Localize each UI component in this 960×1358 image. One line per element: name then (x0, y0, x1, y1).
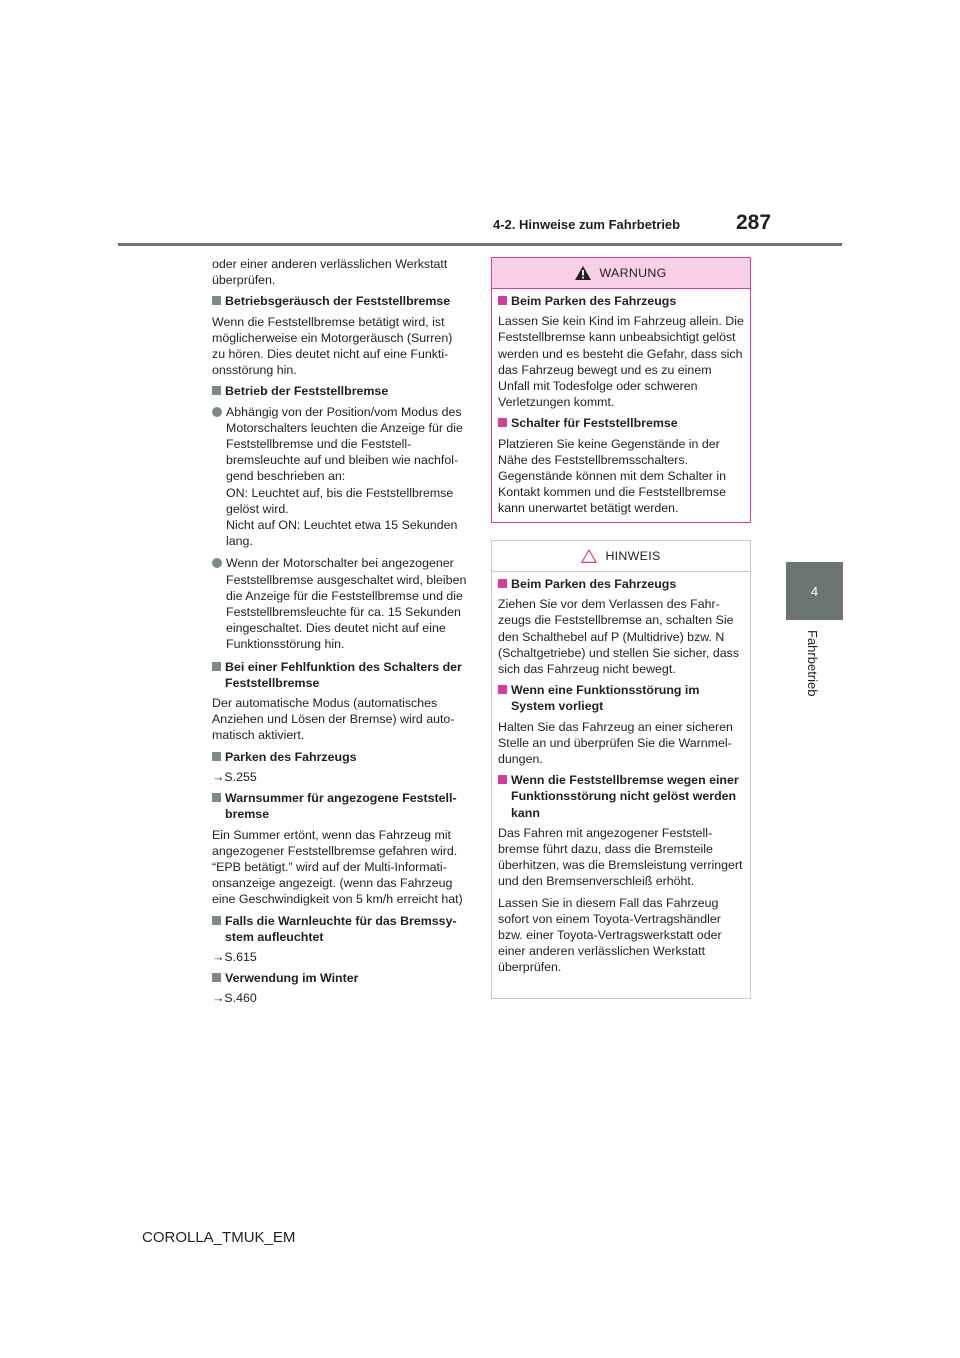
round-bullet-icon (212, 407, 222, 417)
notice-heading: Wenn die Feststellbremse wegen einer Funktionsstörung nicht gelöst werden kann (498, 772, 744, 821)
intro-text: oder einer anderen verlässlichen Werkstatt überprüfen. (212, 257, 448, 288)
round-bullet-icon (212, 558, 222, 568)
square-bullet-icon (498, 579, 507, 588)
list-item: Abhängig von der Position/vom Modus des Motorschalters leuchten die Anzeige für die Feststellbremse und die Feststellbremsleuchte auf und bleiben wie nachfolgend beschrieben an: ON: Leuchtet auf, bis die Feststellbremse gelöst wird. Nicht auf ON: Leuchtet etwa 15 Sekunden lang. (212, 404, 468, 550)
page-number: 287 (736, 211, 772, 234)
square-bullet-icon (212, 752, 221, 761)
notice-triangle-icon (581, 549, 597, 563)
warning-heading: Schalter für Feststellbremse (498, 415, 744, 431)
notice-text: Ziehen Sie vor dem Verlassen des Fahrzeugs die Feststellbremse an, schalten Sie den Schalthebel auf P (Multidrive) bzw. N (Schaltgetriebe) und stellen Sie sicher, dass sich das Fahrzeug nicht bewegt. (498, 597, 740, 677)
chapter-number: 4 (810, 583, 819, 599)
square-bullet-icon (498, 418, 507, 427)
notice-text: Lassen Sie in diesem Fall das Fahrzeug sofort von einem Toyota-Vertragshändler bzw. einer Toyota-Vertragswerkstatt oder einer anderen verlässlichen Werkstatt überprüfen. (498, 895, 722, 975)
square-bullet-icon (212, 916, 221, 925)
document-code: COROLLA_TMUK_EM (142, 1229, 296, 1246)
section-heading: Parken des Fahrzeugs (212, 749, 468, 765)
square-bullet-icon (212, 662, 221, 671)
notice-text: Halten Sie das Fahrzeug an einer sicheren Stelle an und überprüfen Sie die Warnmeldungen. (498, 719, 733, 767)
notice-box-title: HINWEIS (605, 548, 661, 563)
square-bullet-icon (212, 973, 221, 982)
warning-text: Lassen Sie kein Kind im Fahrzeug allein. Die Feststellbremse kann unbeabsichtigt gelöst werden und es besteht die Gefahr, dass sich das Fahrzeug bewegt und es zu einem Unfall mit Todesfolge oder schweren Verletzungen kommt. (498, 314, 744, 410)
section-heading: Betriebsgeräusch der Feststellbremse (212, 293, 468, 309)
section-text: Ein Summer ertönt, wenn das Fahrzeug mit angezogener Feststellbremse gefahren wird. “EPB betätigt.” wird auf der Multi-Informationsanzeige angezeigt. (wenn das Fahrzeug eine Geschwindigkeit von 5 km/h erreicht hat) (212, 827, 463, 907)
section-heading: Verwendung im Winter (212, 970, 468, 986)
section-heading: Bei einer Fehlfunktion des Schalters der Feststellbremse (212, 659, 468, 691)
square-bullet-icon (498, 296, 507, 305)
section-title: 4-2. Hinweise zum Fahrbetrieb (493, 217, 681, 232)
section-text: Wenn die Feststellbremse betätigt wird, ist möglicherweise ein Motorgeräusch (Surren) zu hören. Dies deutet nicht auf eine Funktionsstörung hin. (212, 314, 453, 378)
notice-text: Das Fahren mit angezogener Feststellbremse führt dazu, dass die Bremsteile überhitzen, was die Bremsleistung verringert und den Bremsenverschleiß erhöht. (498, 825, 743, 889)
main-text-column (212, 256, 468, 1012)
warning-box-title: WARNUNG (599, 265, 667, 280)
list-item: Wenn der Motorschalter bei angezogener Feststellbremse ausgeschaltet wird, bleiben die Anzeige für die Feststellbremse und die Feststellbremsleuchte für ca. 15 Sekunden eingeschaltet. Dies deutet nicht auf eine Funktionsstörung hin. (212, 555, 468, 652)
warning-text: Platzieren Sie keine Gegenstände in der Nähe des Feststellbremsschalters. Gegenstände können mit dem Schalter in Kontakt kommen und die Feststellbremse kann unerwartet betätigt werden. (498, 436, 726, 516)
notice-box-header (492, 541, 750, 572)
square-bullet-icon (498, 685, 507, 694)
square-bullet-icon (212, 296, 221, 305)
section-heading: Warnsummer für angezogene Feststellbremse (212, 790, 468, 822)
page-reference-link[interactable]: →S.615 (212, 949, 257, 964)
warning-triangle-icon (575, 266, 591, 280)
notice-heading: Wenn eine Funktionsstörung im System vorliegt (498, 682, 744, 714)
square-bullet-icon (212, 386, 221, 395)
chapter-tab[interactable] (786, 562, 843, 620)
square-bullet-icon (212, 793, 221, 802)
page-reference-link[interactable]: →S.255 (212, 769, 257, 784)
header-divider (118, 243, 842, 246)
page-reference-link[interactable]: →S.460 (212, 991, 257, 1006)
warning-heading: Beim Parken des Fahrzeugs (498, 293, 744, 309)
section-text: Der automatische Modus (automatisches Anziehen und Lösen der Bremse) wird automatisch aktiviert. (212, 696, 455, 743)
section-heading: Betrieb der Feststellbremse (212, 383, 468, 399)
notice-box (491, 540, 751, 999)
warning-box (491, 257, 751, 523)
section-heading: Falls die Warnleuchte für das Bremssystem aufleuchtet (212, 913, 468, 945)
chapter-label: Fahrbetrieb (805, 630, 820, 697)
notice-heading: Beim Parken des Fahrzeugs (498, 576, 744, 592)
square-bullet-icon (498, 775, 507, 784)
warning-box-header (492, 258, 750, 289)
